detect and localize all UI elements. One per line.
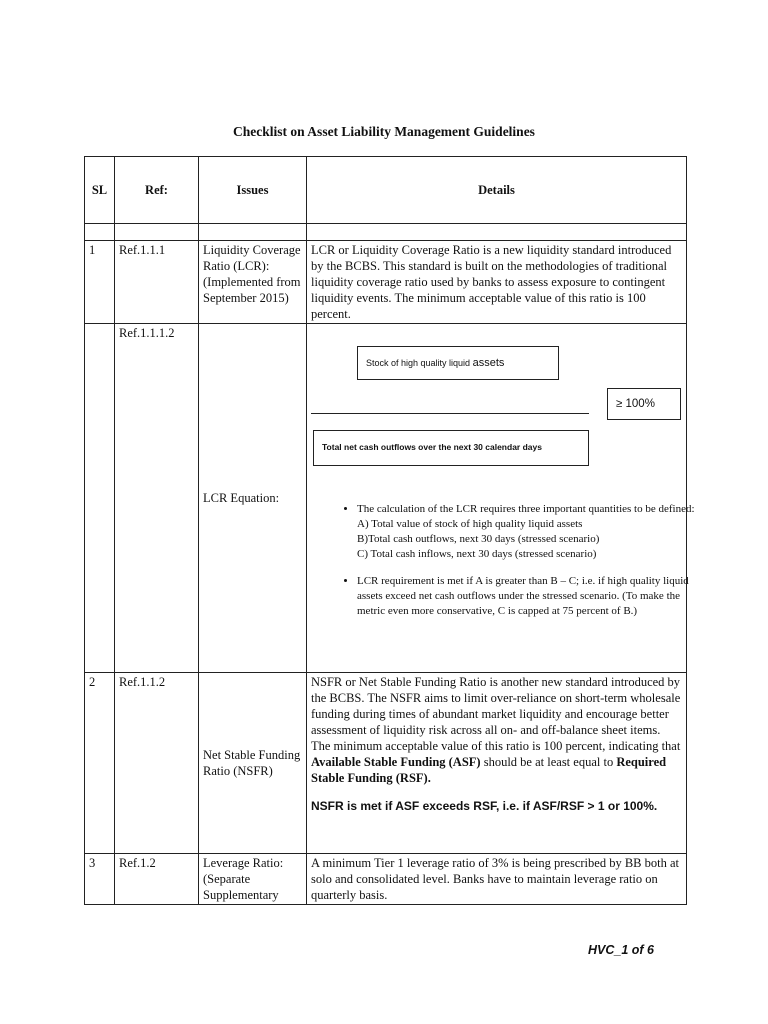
checklist-table [84,156,695,905]
lcr-bullet-list [327,502,709,631]
cell-sl: 2 [85,673,115,854]
cell-details: NSFR or Net Stable Funding Ratio is another new standard introduced by the BCBS. The NSFR aims to limit over-reliance on short-term wholesale funding during times of abundant market liquidity and encourage better assessment of liquidity risk across all on- and off-balance sheet items. The minimum acceptable value of this ratio is 100 percent, indicating that Available Stable Funding (ASF) should be at least equal to Required Stable Funding (RSF). NSFR is met if ASF exceeds RSF, i.e. if ASF/RSF > 1 or 100%. [307,673,687,854]
cell-details: LCR or Liquidity Coverage Ratio is a new liquidity standard introduced by the BCBS. This standard is built on the methodologies of traditional liquidity coverage ratio used by banks to assess exposure to contingent liquidity events. The minimum acceptable value of this ratio is 100 percent. [307,241,687,324]
cell-sl [85,324,115,673]
cell-ref: Ref.1.1.1.2 [115,324,199,673]
table-header-row [85,157,687,224]
cell-details [307,324,695,673]
table-row-lcr-equation [85,324,687,673]
nsfr-note: NSFR is met if ASF exceeds RSF, i.e. if ASF/RSF > 1 or 100%. [311,799,658,813]
cell-ref: Ref.1.1.1 [115,241,199,324]
document-title: Checklist on Asset Liability Management Guidelines [233,124,535,139]
cell-ref: Ref.1.1.2 [115,673,199,854]
header-issues: Issues [199,157,307,224]
cell-details: A minimum Tier 1 leverage ratio of 3% is being prescribed by BB both at solo and consolidated level. Banks have to maintain leverage ratio on quarterly basis. [307,854,687,905]
ratio-box: ≥ 100% [607,388,681,420]
list-item: • LCR requirement is met if A is greater than B – C; i.e. if high quality liquid assets exceed net cash outflows under the stressed scenario. (To make the metric even more conservative, C is capped at 75 percent of B.) [357,574,709,619]
header-ref: Ref: [115,157,199,224]
lcr-equation [307,324,695,670]
cell-issue: Net Stable Funding Ratio (NSFR) [199,673,307,854]
fraction-line [311,413,589,414]
denominator-box: Total net cash outflows over the next 30 calendar days [313,430,589,466]
cell-issue: Liquidity Coverage Ratio (LCR): (Implemented from September 2015) [199,241,307,324]
numerator-box: Stock of high quality liquid assets [357,346,559,380]
table-row-lcr [85,241,687,324]
cell-sl: 1 [85,241,115,324]
header-details: Details [307,157,687,224]
table-row-leverage [85,854,687,905]
header-sl: SL [85,157,115,224]
list-item: • The calculation of the LCR requires three important quantities to be defined: A) Total value of stock of high quality liquid assets B)Total cash outflows, next 30 days (stressed scenario) C) Total cash inflows, next 30 days (stressed scenario) [357,502,709,562]
page-footer: HVC_1 of 6 [588,943,654,957]
cell-issue: Leverage Ratio: (Separate Supplementary [199,854,307,905]
cell-sl: 3 [85,854,115,905]
cell-issue: LCR Equation: [199,324,307,673]
spacer-row [85,224,687,241]
cell-ref: Ref.1.2 [115,854,199,905]
table-row-nsfr [85,673,687,854]
